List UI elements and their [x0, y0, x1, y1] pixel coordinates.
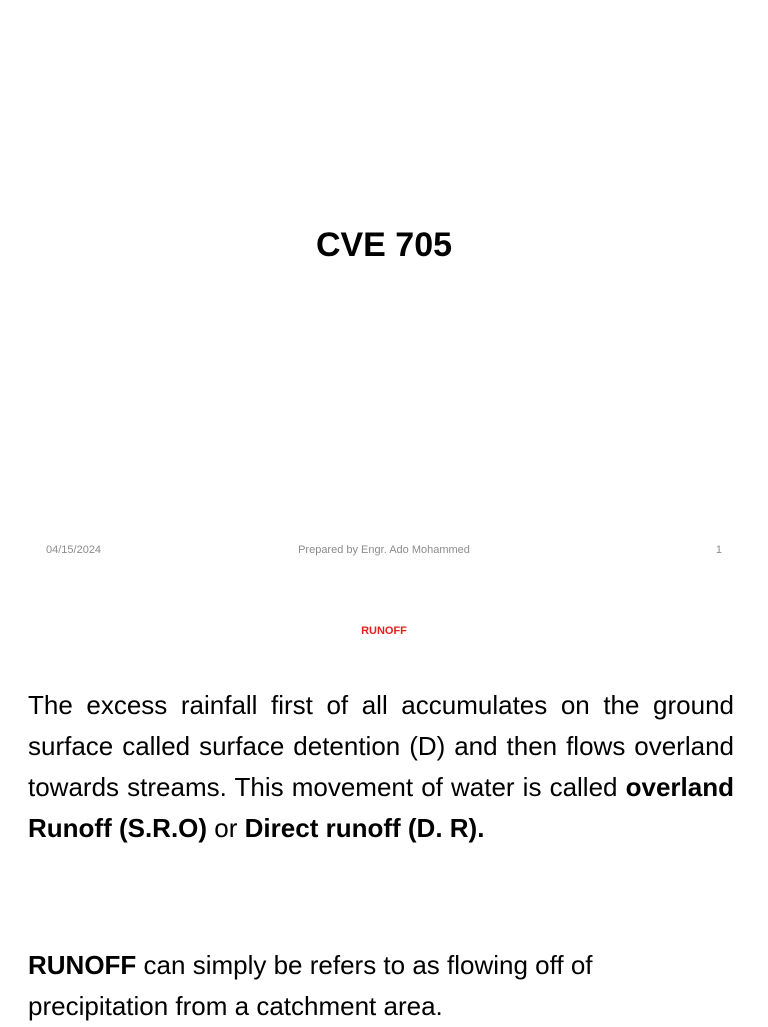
runoff-summary-paragraph [28, 945, 734, 1027]
footer-author: Prepared by Engr. Ado Mohammed [298, 544, 470, 556]
section-heading: RUNOFF [361, 625, 407, 637]
bold-term-direct-runoff: Direct runoff (D. R). [244, 813, 485, 843]
bold-term-overland-runoff: overland Runoff (S.R.O) [28, 772, 734, 843]
bold-term-runoff: RUNOFF [28, 950, 137, 980]
page-number: 1 [715, 544, 722, 556]
runoff-definition-paragraph [28, 685, 734, 849]
footer-date: 04/15/2024 [46, 544, 102, 556]
paragraph-text: The excess rainfall first of all accumulates on the ground surface called surface detention (D) and then flows overland towards streams. This movement of water is called [28, 690, 734, 802]
slide-footer [0, 542, 768, 558]
paragraph-text: or [207, 813, 245, 843]
slide-title: CVE 705 [315, 226, 453, 264]
paragraph-text: can simply be refers to as flowing off of precipitation from a catchment area. [28, 950, 593, 1021]
